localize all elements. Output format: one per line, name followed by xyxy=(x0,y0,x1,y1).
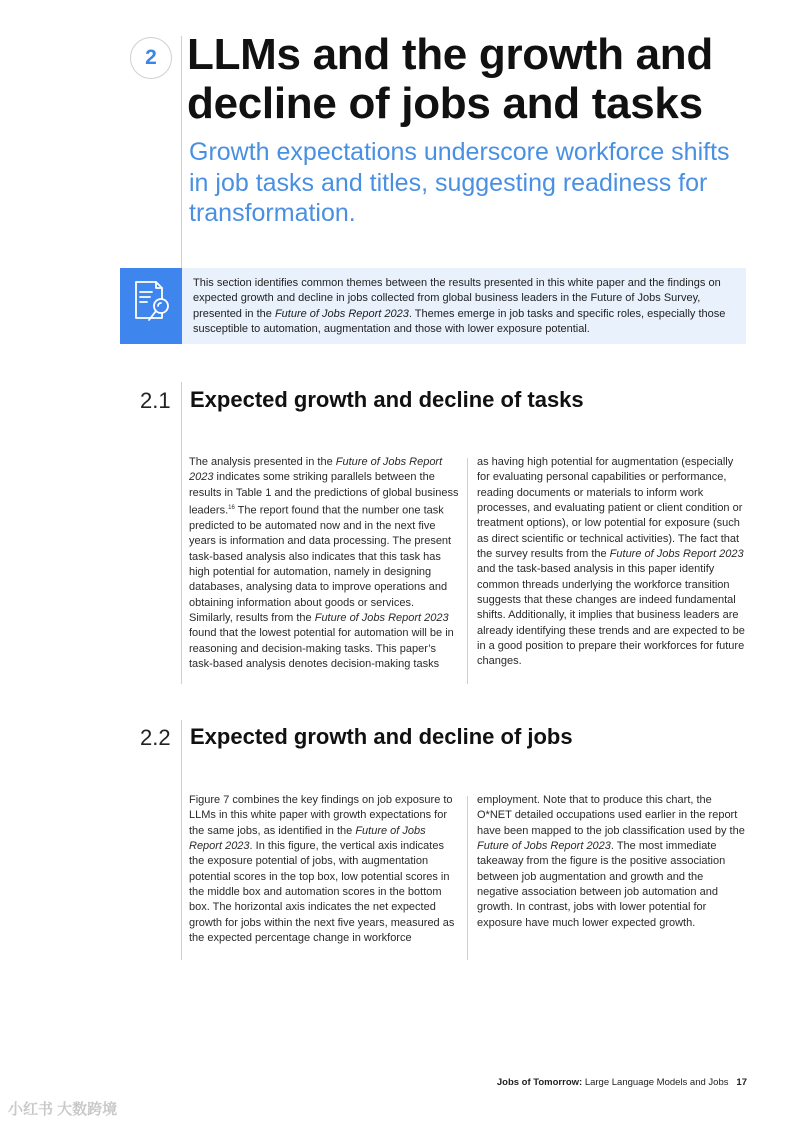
section1-column-1: The analysis presented in the Future of Jobs Report 2023 indicates some striking parallels between the results in Table 1 and the predictions of global business leaders.$^{16}$ The report found that the number one task predicted to be automated now and in the next five years is information and data processing. The present task-based analysis also indicates that this task has high potential for automation, namely in designing databases, analysing data to improve operations and obtaining information about goods or services. Similarly, results from the Future of Jobs Report 2023 found that the lowest potential for automation will be in reasoning and decision-making tasks. This paper’s task-based analysis denotes decision-making tasks xyxy=(189,456,459,671)
chapter-title: LLMs and the growth and decline of jobs and tasks xyxy=(187,30,713,128)
section-number: 2.1 xyxy=(140,388,171,413)
chapter-subtitle: Growth expectations underscore workforce shifts in job tasks and titles, suggesting readiness for transformation. xyxy=(189,138,730,227)
section-divider xyxy=(181,382,182,684)
section-number: 2.2 xyxy=(140,725,171,750)
column-divider xyxy=(467,796,468,960)
page-number: 17 xyxy=(736,1077,747,1088)
footer-report-title: Large Language Models and Jobs xyxy=(582,1077,729,1088)
document-search-icon xyxy=(120,268,182,344)
watermark: 小红书 大数跨境 xyxy=(8,1101,118,1118)
section-title: Expected growth and decline of tasks xyxy=(190,387,584,412)
section-title: Expected growth and decline of jobs xyxy=(190,724,573,749)
page-footer xyxy=(497,1077,747,1088)
intro-icon-panel xyxy=(120,268,182,344)
footnote-marker: 16 xyxy=(228,505,235,512)
intro-text: This section identifies common themes between the results presented in this white paper and the findings on expected growth and decline in jobs collected from global business leaders in the Future of Jobs Survey, presented in the Future of Jobs Report 2023. Themes emerge in job tasks and specific roles, especially those susceptible to automation, augmentation and those with lower exposure potential. xyxy=(193,277,726,335)
section2-column-2: employment. Note that to produce this chart, the O*NET detailed occupations used earlier in the report have been mapped to the job classification used by the Future of Jobs Report 2023. The most immediate takeaway from the figure is the positive association between job augmentation and growth and the negative association between job automation and growth. In contrast, jobs with lower potential for exposure have much lower expected growth. xyxy=(477,794,745,929)
chapter-divider xyxy=(181,36,182,270)
section2-column-1: Figure 7 combines the key findings on job exposure to LLMs in this white paper with growth expectations for the same jobs, as identified in the Future of Jobs Report 2023. In this figure, the vertical axis indicates the exposure potential of jobs, with augmentation potential scores in the top box, low potential scores in the middle box and automation scores in the bottom box. The horizontal axis indicates the net expected growth for jobs within the next five years, measured as the expected percentage change in workforce xyxy=(189,794,455,945)
chapter-number-badge: 2 xyxy=(130,37,172,79)
footer-report-label: Jobs of Tomorrow: xyxy=(496,1077,583,1088)
section1-column-2: as having high potential for augmentation (especially for evaluating personal capabilities or performance, reading documents or materials to inform work processes, and evaluating patient or client condition or treatment options), or low potential for exposure (such as direct scientific or technical activities). The fact that the survey results from the Future of Jobs Report 2023 and the task-based analysis in this paper identify common threads underlying the workforce transition suggests that these changes are indeed fundamental shifts. Additionally, it implies that business leaders are already identifying these trends and are expected to be in a good position to prepare their workforces for future changes. xyxy=(477,456,745,668)
column-divider xyxy=(467,458,468,684)
section-divider xyxy=(181,720,182,960)
